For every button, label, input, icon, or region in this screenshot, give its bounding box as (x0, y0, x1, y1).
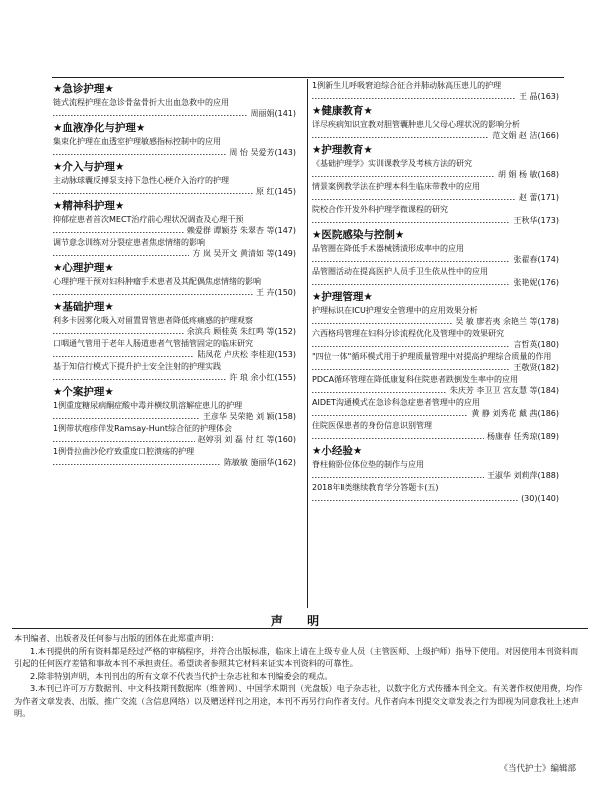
toc-entry[interactable] (312, 119, 559, 141)
entry-authors-line (312, 215, 559, 226)
right-column (312, 80, 559, 505)
entry-authors: 朱庆芳 李卫卫 宫友慧 等(184) (447, 386, 559, 395)
entry-authors-line (312, 431, 559, 442)
entry-title: 1例重度糖尿病酮症酸中毒并横纹肌溶解症患儿的护理 (53, 401, 243, 410)
entry-authors-line (53, 326, 296, 337)
entry-title: 口咽通气管用于老年人肠道患者气管插管固定的临床研究 (53, 339, 253, 348)
entry-authors-line (312, 254, 559, 265)
left-column (53, 80, 296, 469)
entry-authors: 赵 蕾(171) (516, 193, 559, 202)
top-rule (52, 77, 564, 78)
entry-title: 六西格玛管理在妇科分诊流程优化及管理中的效果研究 (312, 329, 504, 338)
toc-entry[interactable] (53, 338, 296, 360)
entry-authors: 陈敏敏 施丽华(162) (221, 458, 296, 467)
entry-title: 住院医保患者的身份信息识别管理 (312, 421, 432, 430)
toc-entry[interactable] (312, 420, 559, 442)
entry-title: 抑郁症患者首次MECT治疗前心理状况调查及心理干预 (53, 215, 244, 224)
section-heading: ★护理教育★ (312, 144, 373, 156)
entry-authors: 王淑华 刘莉萍(188) (484, 471, 559, 480)
section-heading: ★急诊护理★ (53, 83, 114, 95)
entry-authors-line (53, 349, 296, 360)
entry-authors-line (312, 130, 559, 141)
declaration-item: 1.本刊提供的所有资料都是经过严格的审稿程序，并符合出版标准，临床上请在上级专业人员（主管医师、上级护师）指导下使用。对因使用本刊资料而引起的任何医疗差错和事故本刊不承担责任。希望读者参照其它材料来证实本刊资料的可靠性。 (14, 645, 579, 668)
entry-authors-line (53, 372, 296, 383)
entry-authors-line (312, 192, 559, 203)
declaration-item: 2.除非特别声明，本刊刊出的所有文章不代表当代护士杂志社和本刊编委会的观点。 (30, 670, 333, 681)
entry-authors-line (312, 316, 559, 327)
entry-authors-line (312, 91, 559, 102)
entry-authors: (30)(140) (518, 494, 559, 503)
entry-title: PDCA循环管理在降低康复科住院患者跌倒发生率中的应用 (312, 375, 519, 384)
entry-authors: 方 岚 吴开文 黄清如 等(149) (189, 249, 296, 258)
entry-title: 品管圈在降低手术器械锈渍形成率中的应用 (312, 244, 464, 253)
toc-entry[interactable] (312, 266, 559, 288)
entry-authors: 范文娟 赵 洁(166) (489, 131, 559, 140)
section-heading: ★健康教育★ (312, 105, 373, 117)
entry-title: 脊柱俯卧位体位垫的制作与应用 (312, 460, 424, 469)
section-heading: ★护理管理★ (312, 291, 373, 303)
entry-authors: 张翟春(174) (510, 255, 559, 264)
entry-authors-line (312, 277, 559, 288)
entry-authors-line (312, 493, 559, 504)
toc-entry[interactable] (312, 459, 559, 481)
entry-title: 利多卡因雾化吸入对留置胃管患者降低疼痛感的护理观察 (53, 316, 253, 325)
section-heading: ★介入与护理★ (53, 161, 125, 173)
declaration-body (14, 632, 586, 720)
entry-title: 调节意念训练对分裂症患者焦虑情绪的影响 (53, 238, 205, 247)
entry-authors: 杨康春 任秀琼(189) (484, 432, 559, 441)
entry-authors: 周丽娟(141) (247, 109, 296, 118)
entry-authors-line (312, 362, 559, 373)
section-heading: ★心理护理★ (53, 262, 114, 274)
entry-title: 链式流程护理在急诊骨盆骨折大出血急救中的应用 (53, 98, 229, 107)
toc-entry[interactable] (53, 400, 296, 422)
entry-authors-line (53, 225, 296, 236)
section-heading: ★个案护理★ (53, 386, 114, 398)
entry-authors-line (53, 457, 296, 468)
declaration-signature: 《当代护士》编辑部 (499, 764, 576, 774)
entry-title: 《基础护理学》实训课教学及考核方法的研究 (312, 159, 472, 168)
section-heading: ★精神科护理★ (53, 200, 125, 212)
toc-entry[interactable] (53, 276, 296, 298)
entry-title: 详尽疾病知识宣教对胆管囊肿患儿父母心理状况的影响分析 (312, 120, 520, 129)
toc-entry[interactable] (53, 237, 296, 259)
entry-authors: 言哲英(180) (510, 340, 559, 349)
toc-entry[interactable] (53, 423, 296, 445)
entry-title: 1例新生儿呼吸窘迫综合征合并肺动脉高压患儿的护理 (312, 81, 502, 90)
entry-authors: 周 怡 吴爱芳(143) (226, 148, 296, 157)
entry-authors: 胡 娟 杨 敏(168) (495, 170, 559, 179)
entry-authors: 王 晶(163) (516, 92, 559, 101)
entry-authors: 王秋华(173) (510, 216, 559, 225)
toc-entry[interactable] (312, 80, 559, 102)
toc-entry[interactable] (53, 361, 296, 383)
entry-authors-line (53, 411, 296, 422)
entry-title: 情景案例教学法在护理本科生临床带教中的应用 (312, 182, 480, 191)
section-heading: ★血液净化与护理★ (53, 122, 146, 134)
toc-entry[interactable] (312, 181, 559, 203)
toc-entry[interactable] (53, 315, 296, 337)
toc-entry[interactable] (53, 175, 296, 197)
entry-title: 1例带状疱疹伴发Ramsay-Hunt综合征的护理体会 (53, 424, 233, 433)
entry-authors: 王彦华 吴荣艳 刘 颖(158) (200, 412, 296, 421)
toc-entry[interactable] (312, 204, 559, 226)
toc-entry[interactable] (312, 328, 559, 350)
entry-authors: 黄 静 刘秀花 戴 茜(186) (468, 409, 559, 418)
entry-title: 主动脉球囊反搏泵支持下急性心梗介入治疗的护理 (53, 176, 229, 185)
entry-authors: 陆凤花 卢庆松 李桂迎(153) (194, 350, 296, 359)
toc-entry[interactable] (312, 158, 559, 180)
entry-authors: 张艳妮(176) (510, 278, 559, 287)
entry-authors-line (53, 108, 296, 119)
entry-authors-line (53, 434, 296, 445)
entry-title: 院校合作开发外科护理学微课程的研究 (312, 205, 448, 214)
toc-entry[interactable] (312, 482, 559, 504)
entry-authors-line (53, 287, 296, 298)
entry-authors-line (312, 169, 559, 180)
entry-authors-line (53, 186, 296, 197)
entry-title: 护理标识在ICU护理安全管理中的应用效果分析 (312, 306, 478, 315)
entry-authors-line (53, 248, 296, 259)
entry-authors: 许 琅 余小红(155) (226, 373, 296, 382)
declaration-title: 声 明 (270, 614, 330, 628)
toc-entry[interactable] (53, 97, 296, 119)
entry-authors: 余滨兵 顾桂英 朱红鸣 等(152) (184, 327, 296, 336)
column-divider (307, 79, 308, 608)
entry-title: 集束化护理在血透室护理敏感指标控制中的应用 (53, 137, 221, 146)
toc-entry[interactable] (53, 446, 296, 468)
entry-authors-line (53, 147, 296, 158)
entry-title: AIDET沟通模式在急诊科急症患者管理中的应用 (312, 398, 480, 407)
section-heading: ★基础护理★ (53, 301, 114, 313)
entry-title: "四位一体"循环模式用于护理质量管理中对提高护理综合质量的作用 (312, 352, 552, 361)
entry-title: 基于知信行模式下提升护士安全注射的护理实践 (53, 362, 221, 371)
declaration-rule (12, 628, 588, 629)
toc-entry[interactable] (312, 397, 559, 419)
entry-authors: 王 卉(150) (253, 288, 296, 297)
entry-authors-line (312, 339, 559, 350)
entry-authors: 赵婷羽 刘 磊 付 红 等(160) (195, 435, 296, 444)
toc-entry[interactable] (312, 243, 559, 265)
entry-authors-line (312, 385, 559, 396)
entry-authors-line (312, 470, 559, 481)
entry-authors-line (312, 408, 559, 419)
entry-authors: 王敬贤(182) (510, 363, 559, 372)
entry-title: 品管圈活动在提高医护人员手卫生依从性中的应用 (312, 267, 488, 276)
entry-title: 心理护理干预对妇科肿瘤手术患者及其配偶焦虑情绪的影响 (53, 277, 261, 286)
toc-entry[interactable] (312, 305, 559, 327)
toc-entry[interactable] (53, 136, 296, 158)
entry-title: 2018年Ⅱ类继续教育学分答题卡(五) (312, 483, 439, 492)
entry-title: 1例骨拉曲沙伦疗致重度口腔溃疡的护理 (53, 447, 195, 456)
entry-authors: 吴 敏 廖若夷 余艳兰 等(178) (452, 317, 559, 326)
toc-entry[interactable] (312, 351, 559, 373)
declaration-item: 3.本刊已许可万方数据刊、中文科技期刊数据库（维普网）、中国学术期刊（光盘版）电子杂志社，以数字化方式传播本刊全文。有关著作权使用费，均作为作者文章发表、出版、推广交流（含信息网络）以及赠送样刊之用途，本刊不再另行向作者支付。凡作者向本刊提交文章发表之行为即视为同意我社上述声明。 (14, 683, 583, 718)
section-heading: ★医院感染与控制★ (312, 229, 405, 241)
section-heading: ★小经验★ (312, 445, 363, 457)
toc-entry[interactable] (53, 214, 296, 236)
toc-entry[interactable] (312, 374, 559, 396)
entry-authors: 原 红(145) (253, 187, 296, 196)
declaration-intro: 本刊编者、出版者及任何参与出版的团体在此郑重声明： (14, 633, 219, 643)
entry-authors: 赖爱群 谭颖芬 朱翠杏 等(147) (184, 226, 296, 235)
